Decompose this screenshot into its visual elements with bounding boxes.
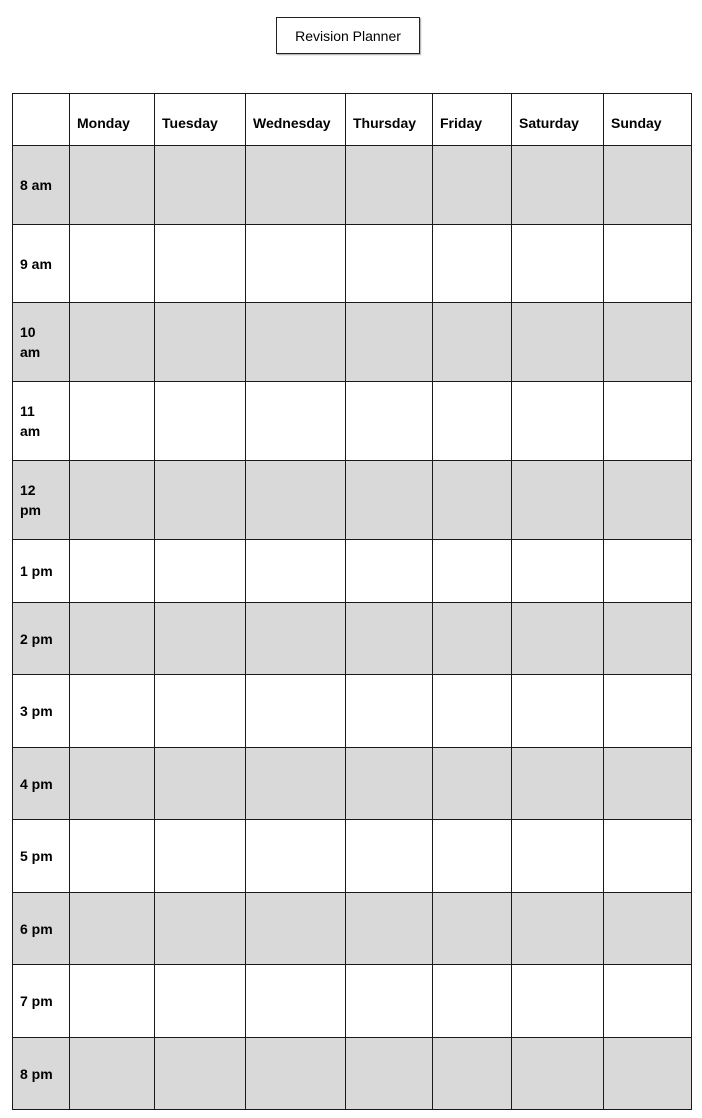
planner-body <box>13 146 692 1110</box>
time-row <box>13 965 692 1038</box>
time-row <box>13 820 692 893</box>
planner-slot[interactable] <box>346 965 433 1038</box>
planner-slot[interactable] <box>604 303 692 382</box>
planner-slot[interactable] <box>155 382 246 461</box>
planner-slot[interactable] <box>604 382 692 461</box>
day-header-tuesday: Tuesday <box>155 94 246 146</box>
planner-slot[interactable] <box>346 146 433 225</box>
day-header-saturday: Saturday <box>512 94 604 146</box>
planner-slot[interactable] <box>155 965 246 1038</box>
planner-slot[interactable] <box>346 382 433 461</box>
planner-slot[interactable] <box>604 820 692 893</box>
planner-slot[interactable] <box>246 965 346 1038</box>
planner-slot[interactable] <box>346 675 433 748</box>
planner-slot[interactable] <box>433 303 512 382</box>
planner-slot[interactable] <box>512 303 604 382</box>
planner-slot[interactable] <box>433 893 512 965</box>
planner-slot[interactable] <box>155 675 246 748</box>
time-row <box>13 461 692 540</box>
planner-slot[interactable] <box>433 461 512 540</box>
planner-slot[interactable] <box>346 1038 433 1110</box>
planner-slot[interactable] <box>70 303 155 382</box>
planner-slot[interactable] <box>346 820 433 893</box>
planner-slot[interactable] <box>246 540 346 603</box>
day-header-wednesday: Wednesday <box>246 94 346 146</box>
planner-slot[interactable] <box>70 1038 155 1110</box>
planner-slot[interactable] <box>70 893 155 965</box>
page-title: Revision Planner <box>276 17 420 54</box>
planner-slot[interactable] <box>512 820 604 893</box>
planner-slot[interactable] <box>155 146 246 225</box>
planner-slot[interactable] <box>155 820 246 893</box>
planner-slot[interactable] <box>433 146 512 225</box>
time-label: 12 pm <box>13 461 70 540</box>
planner-slot[interactable] <box>246 603 346 675</box>
planner-slot[interactable] <box>346 603 433 675</box>
time-row <box>13 382 692 461</box>
planner-slot[interactable] <box>433 1038 512 1110</box>
planner-slot[interactable] <box>512 748 604 820</box>
time-label: 7 pm <box>13 965 70 1038</box>
planner-slot[interactable] <box>155 748 246 820</box>
planner-slot[interactable] <box>604 146 692 225</box>
planner-slot[interactable] <box>433 382 512 461</box>
planner-slot[interactable] <box>604 675 692 748</box>
planner-slot[interactable] <box>246 461 346 540</box>
planner-slot[interactable] <box>604 965 692 1038</box>
planner-slot[interactable] <box>512 225 604 303</box>
corner-cell <box>13 94 70 146</box>
planner-slot[interactable] <box>155 893 246 965</box>
planner-slot[interactable] <box>433 748 512 820</box>
planner-slot[interactable] <box>246 1038 346 1110</box>
time-row <box>13 748 692 820</box>
planner-slot[interactable] <box>512 540 604 603</box>
planner-slot[interactable] <box>70 965 155 1038</box>
planner-slot[interactable] <box>70 382 155 461</box>
planner-slot[interactable] <box>604 1038 692 1110</box>
planner-slot[interactable] <box>155 225 246 303</box>
planner-slot[interactable] <box>70 461 155 540</box>
time-row <box>13 540 692 603</box>
planner-slot[interactable] <box>346 893 433 965</box>
planner-slot[interactable] <box>155 1038 246 1110</box>
time-row <box>13 225 692 303</box>
time-label: 9 am <box>13 225 70 303</box>
planner-slot[interactable] <box>433 540 512 603</box>
time-label: 5 pm <box>13 820 70 893</box>
planner-slot[interactable] <box>70 540 155 603</box>
day-header-monday: Monday <box>70 94 155 146</box>
planner-slot[interactable] <box>512 603 604 675</box>
planner-slot[interactable] <box>70 820 155 893</box>
time-label: 10 am <box>13 303 70 382</box>
time-label: 4 pm <box>13 748 70 820</box>
time-row <box>13 675 692 748</box>
planner-slot[interactable] <box>70 603 155 675</box>
time-row <box>13 893 692 965</box>
planner-slot[interactable] <box>433 225 512 303</box>
planner-slot[interactable] <box>155 540 246 603</box>
planner-slot[interactable] <box>604 748 692 820</box>
planner-slot[interactable] <box>70 225 155 303</box>
day-header-friday: Friday <box>433 94 512 146</box>
time-row <box>13 1038 692 1110</box>
day-header-sunday: Sunday <box>604 94 692 146</box>
time-label: 6 pm <box>13 893 70 965</box>
planner-slot[interactable] <box>604 225 692 303</box>
time-label: 2 pm <box>13 603 70 675</box>
planner-slot[interactable] <box>155 303 246 382</box>
planner-slot[interactable] <box>70 675 155 748</box>
planner-slot[interactable] <box>155 603 246 675</box>
planner-slot[interactable] <box>433 965 512 1038</box>
planner-slot[interactable] <box>246 303 346 382</box>
planner-slot[interactable] <box>346 461 433 540</box>
planner-slot[interactable] <box>346 225 433 303</box>
planner-slot[interactable] <box>512 675 604 748</box>
planner-slot[interactable] <box>246 382 346 461</box>
planner-slot[interactable] <box>604 603 692 675</box>
planner-slot[interactable] <box>604 540 692 603</box>
time-label: 11 am <box>13 382 70 461</box>
planner-slot[interactable] <box>346 748 433 820</box>
planner-slot[interactable] <box>246 893 346 965</box>
planner-slot[interactable] <box>246 675 346 748</box>
revision-planner-table <box>12 93 692 1110</box>
planner-slot[interactable] <box>246 225 346 303</box>
planner-slot[interactable] <box>512 461 604 540</box>
planner-slot[interactable] <box>70 748 155 820</box>
header-row <box>13 94 692 146</box>
time-row <box>13 603 692 675</box>
time-row <box>13 146 692 225</box>
time-label: 1 pm <box>13 540 70 603</box>
planner-slot[interactable] <box>346 540 433 603</box>
planner-slot[interactable] <box>512 965 604 1038</box>
planner-slot[interactable] <box>604 893 692 965</box>
planner-slot[interactable] <box>433 603 512 675</box>
planner-slot[interactable] <box>512 893 604 965</box>
planner-slot[interactable] <box>604 461 692 540</box>
time-label: 3 pm <box>13 675 70 748</box>
day-header-thursday: Thursday <box>346 94 433 146</box>
planner-slot[interactable] <box>512 1038 604 1110</box>
planner-slot[interactable] <box>246 820 346 893</box>
time-label: 8 am <box>13 146 70 225</box>
planner-slot[interactable] <box>246 748 346 820</box>
planner-slot[interactable] <box>512 146 604 225</box>
time-label: 8 pm <box>13 1038 70 1110</box>
planner-slot[interactable] <box>155 461 246 540</box>
planner-slot[interactable] <box>70 146 155 225</box>
planner-slot[interactable] <box>433 820 512 893</box>
planner-slot[interactable] <box>433 675 512 748</box>
time-row <box>13 303 692 382</box>
planner-slot[interactable] <box>346 303 433 382</box>
planner-slot[interactable] <box>246 146 346 225</box>
planner-slot[interactable] <box>512 382 604 461</box>
